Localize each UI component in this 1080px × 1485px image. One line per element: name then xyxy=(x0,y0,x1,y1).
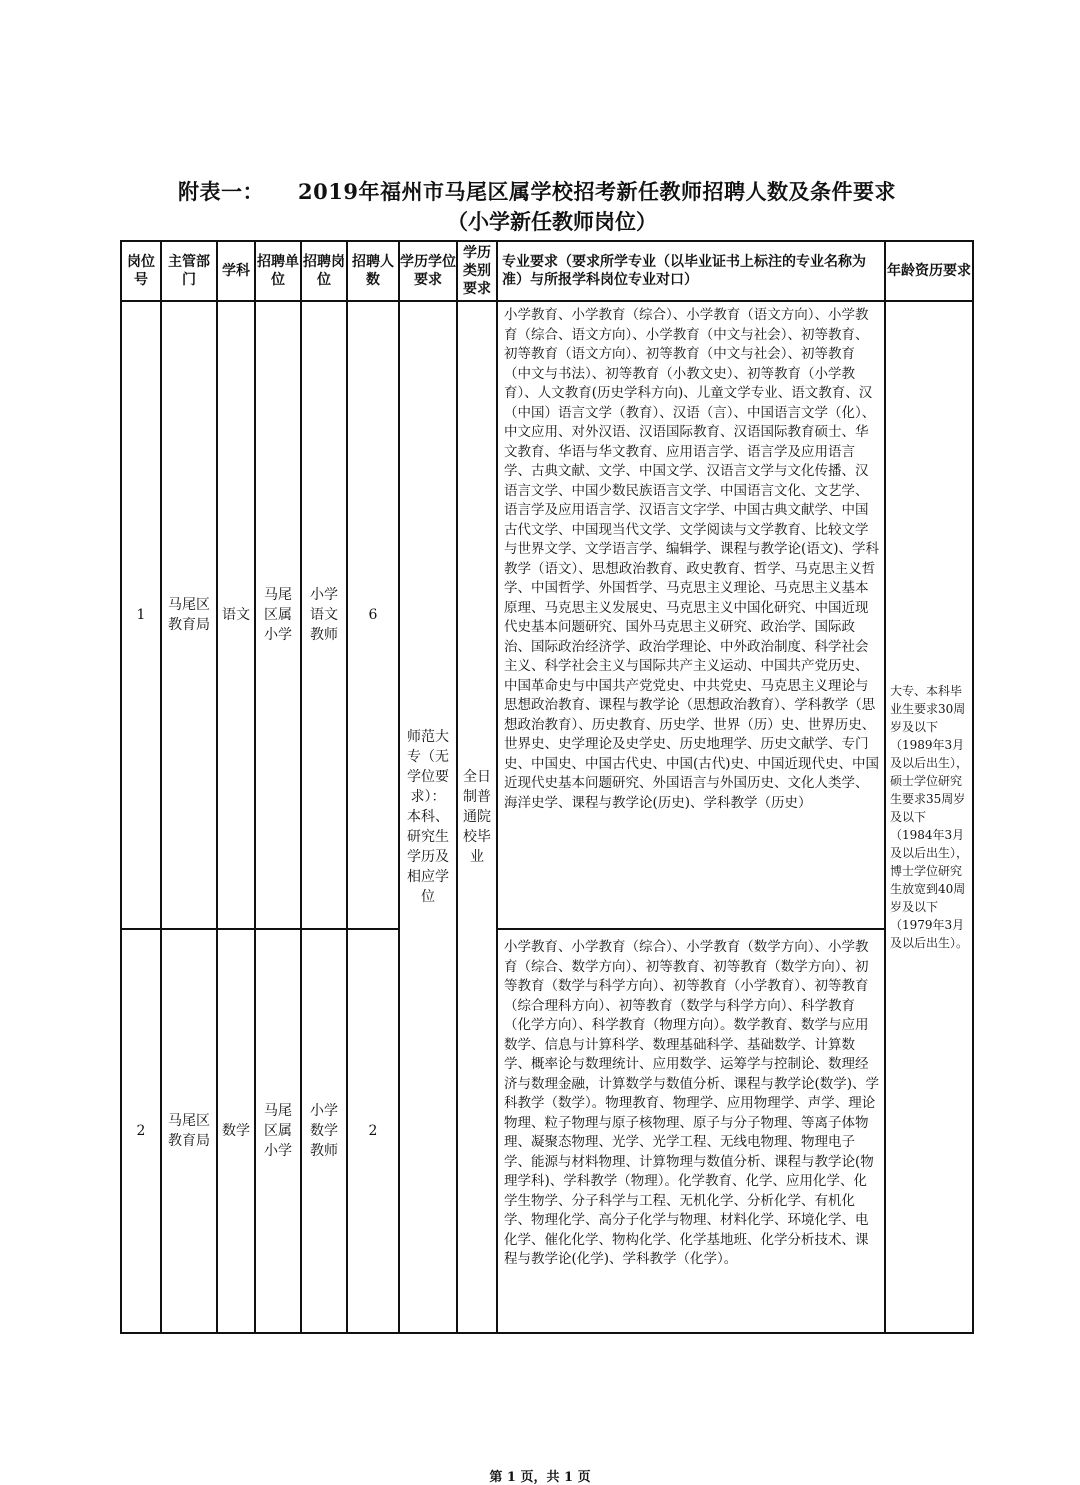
cell-subject: 语文 xyxy=(217,301,255,929)
document-subtitle xyxy=(0,206,1080,236)
header-major: 专业要求（要求所学专业（以毕业证书上标注的专业名称为准）与所报学科岗位专业对口） xyxy=(497,241,885,301)
cell-count: 6 xyxy=(347,301,399,929)
table-header-row xyxy=(121,241,973,301)
header-post: 招聘岗位 xyxy=(301,241,347,301)
table-row xyxy=(121,301,973,929)
header-edu-type: 学历类别要求 xyxy=(457,241,497,301)
title-prefix: 附表一： xyxy=(178,179,264,204)
header-unit: 招聘单位 xyxy=(255,241,301,301)
cell-dept: 马尾区教育局 xyxy=(161,929,217,1333)
cell-post: 小学数学教师 xyxy=(301,929,347,1333)
cell-unit: 马尾区属小学 xyxy=(255,301,301,929)
header-dept: 主管部门 xyxy=(161,241,217,301)
cell-major: 小学教育、小学教育（综合）、小学教育（数学方向）、小学教育（综合、数学方向）、初等教育、初等教育（数学方向）、初等教育（数学与科学方向）、初等教育（小学教育）、初等教育（综合理科方向）、初等教育（数学与科学方向）、科学教育（化学方向）、科学教育（物理方向）。数学教育、数学与应用数学、信息与计算科学、数理基础科学、基础数学、计算数学、概率论与数理统计、应用数学、运筹学与控制论、数理经济与数理金融，计算数学与数值分析、课程与教学论(数学)、学科教学（数学）。物理教育、物理学、应用物理学、声学、理论物理、粒子物理与原子核物理、原子与分子物理、等离子体物理、凝聚态物理、光学、光学工程、无线电物理、物理电子学、能源与材料物理、计算物理与数值分析、课程与教学论(物理学科)、学科教学（物理）。化学教育、化学、应用化学、化学生物学、分子科学与工程、无机化学、分析化学、有机化学、物理化学、高分子化学与物理、材料化学、环境化学、电化学、催化化学、物构化学、化学基地班、化学分析技术、课程与教学论(化学)、学科教学（化学）。 xyxy=(497,929,885,1333)
cell-post-no: 1 xyxy=(121,301,161,929)
cell-edu-type: 全日制普通院校毕业 xyxy=(457,301,497,1333)
cell-major: 小学教育、小学教育（综合）、小学教育（语文方向）、小学教育（综合、语文方向）、小学教育（中文与社会）、初等教育、初等教育（语文方向）、初等教育（中文与社会）、初等教育（中文与书法）、初等教育（小教文史）、初等教育（小学教育）、人文教育(历史学科方向)、儿童文学专业、语文教育、汉（中国）语言文学（教育）、汉语（言）、中国语言文学（化）、中文应用、对外汉语、汉语国际教育、汉语国际教育硕士、华文教育、华语与华文教育、应用语言学、语言学及应用语言学、古典文献、文学、中国文学、汉语言文学与文化传播、汉语言文学、中国少数民族语言文学、中国语言文化、文艺学、语言学及应用语言学、汉语言文字学、中国古典文献学、中国古代文学、中国现当代文学、文学阅读与文学教育、比较文学与世界文学、文学语言学、编辑学、课程与教学论(语文)、学科教学（语文）、思想政治教育、政史教育、哲学、马克思主义哲学、中国哲学、外国哲学、马克思主义理论、马克思主义基本原理、马克思主义发展史、马克思主义中国化研究、中国近现代史基本问题研究、国外马克思主义研究、政治学、国际政治、国际政治经济学、政治学理论、中外政治制度、科学社会主义、科学社会主义与国际共产主义运动、中国共产党历史、中国革命史与中国共产党党史、中共党史、马克思主义理论与思想政治教育、课程与教学论（思想政治教育）、学科教学（思想政治教育）、历史教育、历史学、世界（历）史、世界历史、世界史、史学理论及史学史、历史地理学、历史文献学、专门史、中国史、中国古代史、中国(古代)史、中国近现代史、中国近现代史基本问题研究、外国语言与外国历史、文化人类学、海洋史学、课程与教学论(历史)、学科教学（历史） xyxy=(497,301,885,929)
cell-unit: 马尾区属小学 xyxy=(255,929,301,1333)
cell-dept: 马尾区教育局 xyxy=(161,301,217,929)
header-post-no: 岗位号 xyxy=(121,241,161,301)
title-main: 2019年福州市马尾区属学校招考新任教师招聘人数及条件要求 xyxy=(298,179,896,204)
cell-post-no: 2 xyxy=(121,929,161,1333)
cell-post: 小学语文教师 xyxy=(301,301,347,929)
cell-age: 大专、本科毕业生要求30周岁及以下（1989年3月及以后出生），硕士学位研究生要求35周岁及以下（1984年3月及以后出生），博士学位研究生放宽到40周岁及以下（1979年3月及以后出生）。 xyxy=(885,301,973,1333)
header-count: 招聘人数 xyxy=(347,241,399,301)
header-age: 年龄资历要求 xyxy=(885,241,973,301)
cell-subject: 数学 xyxy=(217,929,255,1333)
page-footer: 第 1 页，共 1 页 xyxy=(489,1470,591,1485)
subtitle-text: （小学新任教师岗位） xyxy=(447,209,657,234)
recruitment-table xyxy=(120,240,974,1334)
header-degree: 学历学位要求 xyxy=(399,241,457,301)
header-subject: 学科 xyxy=(217,241,255,301)
cell-count: 2 xyxy=(347,929,399,1333)
cell-degree: 师范大专（无学位要求）：本科、研究生学历及相应学位 xyxy=(399,301,457,1333)
table-row xyxy=(121,929,973,1333)
